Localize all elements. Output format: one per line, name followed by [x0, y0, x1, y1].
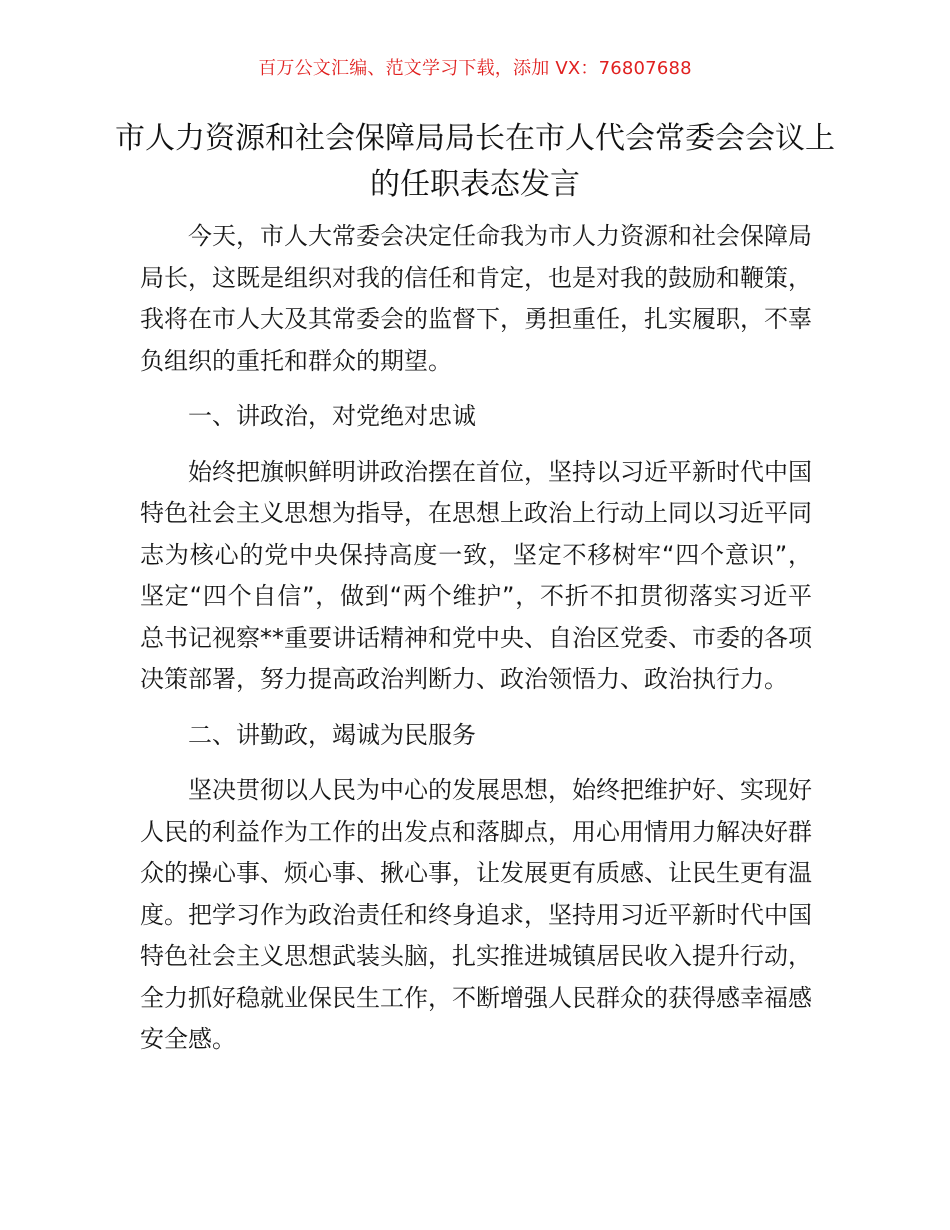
- document-body: [140, 216, 812, 1075]
- paragraph-intro: 今天，市人大常委会决定任命我为市人力资源和社会保障局局长，这既是组织对我的信任和肯定，也是对我的鼓励和鞭策，我将在市人大及其常委会的监督下，勇担重任，扎实履职，不辜负组织的重托和群众的期望。: [140, 222, 812, 375]
- section-heading-1: 一、讲政治，对党绝对忠诚: [188, 402, 476, 430]
- paragraph-section-2: 坚决贯彻以人民为中心的发展思想，始终把维护好、实现好人民的利益作为工作的出发点和落脚点，用心用情用力解决好群众的操心事、烦心事、揪心事，让发展更有质感、让民生更有温度。把学习作为政治责任和终身追求，坚持用习近平新时代中国特色社会主义思想武装头脑，扎实推进城镇居民收入提升行动，全力抓好稳就业保民生工作，不断增强人民群众的获得感幸福感安全感。: [140, 776, 812, 1053]
- section-heading-2: 二、讲勤政，竭诚为民服务: [188, 720, 476, 749]
- paragraph-section-1: 始终把旗帜鲜明讲政治摆在首位，坚持以习近平新时代中国特色社会主义思想为指导，在思想上政治上行动上同以习近平同志为核心的党中央保持高度一致，坚定不移树牢“四个意识”，坚定“四个自信”，做到“两个维护”，不折不扣贯彻落实习近平总书记视察**重要讲话精神和党中央、自治区党委、市委的各项决策部署，努力提高政治判断力、政治领悟力、政治执行力。: [140, 457, 812, 693]
- header-note: 百万公文汇编、范文学习下载，添加 VX：76807688: [258, 58, 692, 79]
- document-title: 市人力资源和社会保障局局长在市人代会常委会会议上的任职表态发言: [115, 121, 835, 202]
